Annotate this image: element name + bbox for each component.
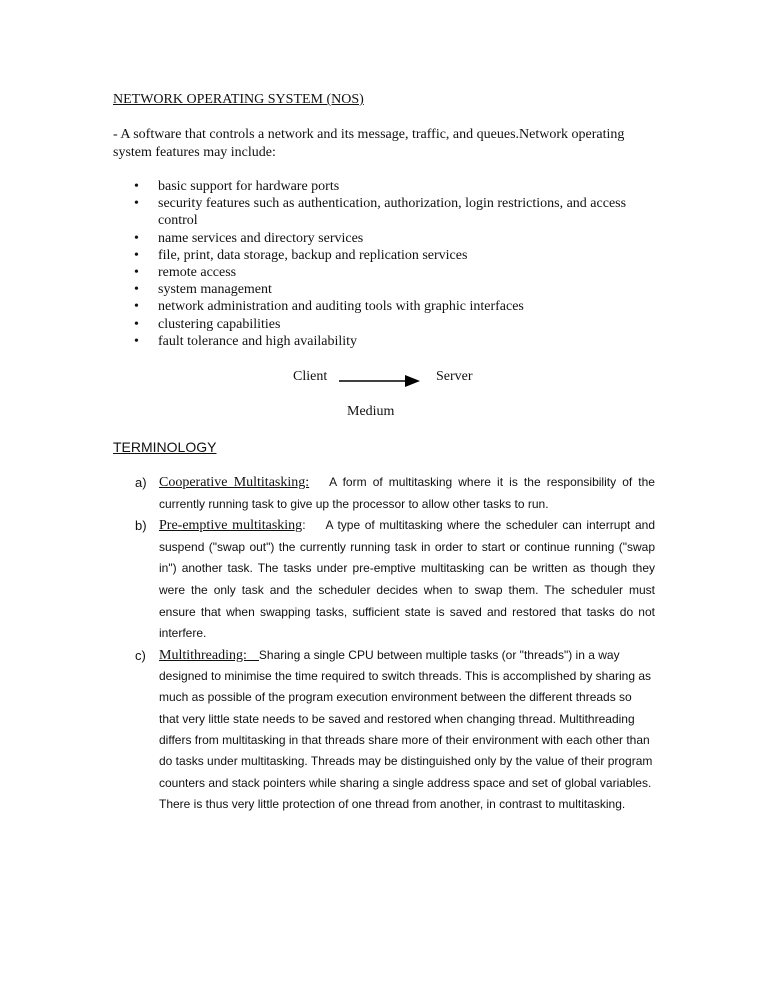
features-list xyxy=(113,178,643,350)
bullet-icon: • xyxy=(134,333,139,349)
list-item: • name services and directory services xyxy=(134,230,364,246)
list-marker: c) xyxy=(135,647,146,663)
term-name: Multithreading: xyxy=(159,647,247,663)
bullet-icon: • xyxy=(134,196,139,212)
list-marker: a) xyxy=(135,475,147,490)
list-item: • basic support for hardware ports xyxy=(134,179,340,194)
bullet-icon: • xyxy=(134,230,139,246)
list-item: • clustering capabilities xyxy=(134,316,281,332)
term-definition: A form of multitasking where it is the responsibility of the currently running task to give up the processor to allow other tasks to run. xyxy=(159,475,655,511)
terminology-list xyxy=(113,472,655,815)
bullet-icon: • xyxy=(134,265,139,281)
term-name: Cooperative Multitasking: xyxy=(159,475,310,490)
list-marker: b) xyxy=(135,518,147,534)
list-item: • fault tolerance and high availability xyxy=(134,333,358,349)
list-item: • remote access xyxy=(134,265,237,281)
term-definition: A type of multitasking where the scheduler can interrupt and suspend ("swap out") the currently running task in order to start or continue running ("swap in") another task. The tasks under pre-emptive multitasking can be written as though they were the only task and the scheduler decides when to swap them. The scheduler must ensure that when swapping tasks, sufficient state is saved and restored that tasks do not interfere. xyxy=(159,518,656,641)
document-title: NETWORK OPERATING SYSTEM (NOS) xyxy=(113,92,364,107)
diagram-server-label: Server xyxy=(436,369,473,384)
bullet-icon: • xyxy=(134,247,139,263)
diagram-medium-label: Medium xyxy=(347,404,395,419)
term-name: Pre-emptive multitasking xyxy=(159,518,303,534)
arrow-right-icon xyxy=(339,374,421,388)
term-preemptive-multitasking xyxy=(113,515,655,645)
diagram-client-label: Client xyxy=(293,369,328,384)
bullet-icon: • xyxy=(134,179,139,194)
term-colon: : xyxy=(302,518,306,533)
bullet-icon: • xyxy=(134,299,139,315)
list-item: • system management xyxy=(134,282,272,298)
bullet-icon: • xyxy=(134,282,139,298)
term-multithreading xyxy=(113,645,655,815)
term-cooperative-multitasking xyxy=(113,472,655,515)
intro-paragraph: - A software that controls a network and its message, traffic, and queues.Network operating system features may include: xyxy=(113,127,625,160)
list-item: • file, print, data storage, backup and replication services xyxy=(134,247,468,263)
list-item: • security features such as authentication, authorization, login restrictions, and access control xyxy=(134,196,627,229)
term-definition: Sharing a single CPU between multiple tasks (or "threads") in a way designed to minimise the time required to switch threads. This is accomplished by sharing as much as possible of the program execution environment between the different threads so that very little state needs to be saved and restored when changing thread. Multithreading differs from multitasking in that threads share more of their environment with each other than do tasks under multitasking. Threads may be distinguished only by the value of their program counters and stack pointers while sharing a single address space and set of global variables. There is thus very little protection of one thread from another, in contrast to multitasking. xyxy=(159,647,653,811)
list-item: • network administration and auditing tools with graphic interfaces xyxy=(134,299,524,315)
bullet-icon: • xyxy=(134,316,139,332)
terminology-heading: TERMINOLOGY xyxy=(113,439,217,455)
